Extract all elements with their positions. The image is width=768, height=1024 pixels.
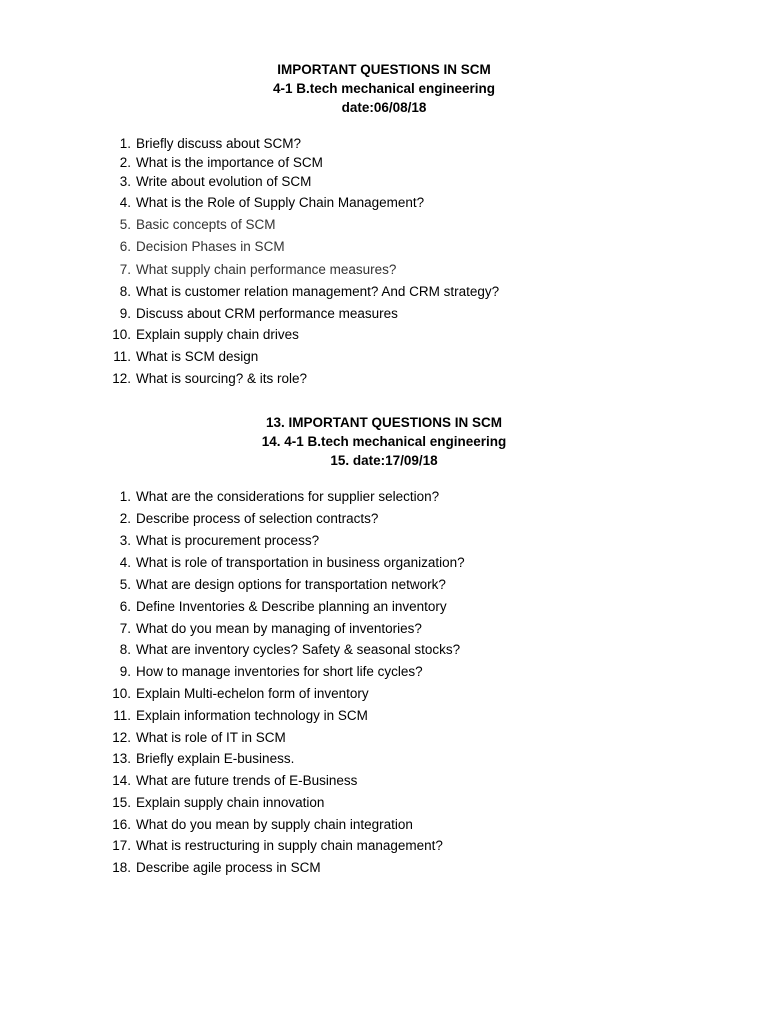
question-text: Write about evolution of SCM — [136, 174, 312, 189]
question-item — [0, 369, 768, 389]
section2-heading — [0, 413, 768, 470]
heading-date: date:06/08/18 — [341, 100, 427, 115]
question-text: What supply chain performance measures? — [136, 262, 397, 277]
question-text: What is the importance of SCM — [136, 155, 323, 170]
question-text: Decision Phases in SCM — [136, 239, 285, 254]
question-item — [0, 575, 768, 595]
question-number: 8. — [119, 284, 131, 299]
question-number: 8. — [119, 642, 131, 657]
question-number: 7. — [119, 262, 131, 277]
question-item — [0, 172, 768, 192]
question-item — [0, 509, 768, 529]
section1-heading — [0, 60, 768, 117]
question-text: Define Inventories & Describe planning an inventory — [136, 599, 447, 614]
question-item — [0, 684, 768, 704]
question-text: What is sourcing? & its role? — [136, 371, 308, 386]
question-number: 13. — [112, 751, 131, 766]
question-number: 10. — [112, 327, 131, 342]
question-item — [0, 597, 768, 617]
question-number: 9. — [119, 306, 131, 321]
question-item — [0, 487, 768, 507]
question-number: 14. — [112, 773, 131, 788]
question-number: 11. — [113, 708, 131, 723]
question-item — [0, 815, 768, 835]
question-text: Describe agile process in SCM — [136, 860, 321, 875]
question-text: What is role of transportation in business organization? — [136, 555, 465, 570]
question-text: How to manage inventories for short life cycles? — [136, 664, 423, 679]
question-item — [0, 553, 768, 573]
question-number: 10. — [112, 686, 131, 701]
question-item — [0, 706, 768, 726]
question-item — [0, 771, 768, 791]
question-number: 3. — [119, 533, 131, 548]
question-text: What is customer relation management? And CRM strategy? — [136, 284, 500, 299]
question-number: 5. — [119, 217, 131, 232]
question-item — [0, 153, 768, 173]
question-item — [0, 325, 768, 345]
question-text: Explain information technology in SCM — [136, 708, 368, 723]
heading-title: 13. IMPORTANT QUESTIONS IN SCM — [265, 415, 503, 430]
heading-title: IMPORTANT QUESTIONS IN SCM — [277, 62, 491, 77]
question-number: 17. — [112, 838, 131, 853]
question-number: 1. — [119, 489, 131, 504]
question-number: 7. — [119, 621, 131, 636]
question-item — [0, 282, 768, 302]
question-item — [0, 260, 768, 280]
heading-course: 14. 4-1 B.tech mechanical engineering — [261, 434, 507, 449]
question-number: 6. — [119, 239, 131, 254]
question-number: 4. — [119, 195, 131, 210]
question-item — [0, 728, 768, 748]
question-item — [0, 749, 768, 769]
question-number: 12. — [112, 371, 131, 386]
question-number: 12. — [112, 730, 131, 745]
question-text: Describe process of selection contracts? — [136, 511, 379, 526]
question-item — [0, 215, 768, 235]
question-text: What is procurement process? — [136, 533, 320, 548]
question-number: 15. — [112, 795, 131, 810]
question-item — [0, 640, 768, 660]
question-item — [0, 531, 768, 551]
question-item — [0, 793, 768, 813]
question-text: Explain Multi-echelon form of inventory — [136, 686, 369, 701]
question-text: What is role of IT in SCM — [136, 730, 286, 745]
question-text: What do you mean by supply chain integration — [136, 817, 413, 832]
question-item — [0, 134, 768, 154]
question-text: What are future trends of E-Business — [136, 773, 358, 788]
question-number: 16. — [112, 817, 131, 832]
question-item — [0, 237, 768, 257]
question-text: What is SCM design — [136, 349, 259, 364]
question-text: Basic concepts of SCM — [136, 217, 276, 232]
question-item — [0, 304, 768, 324]
question-text: Discuss about CRM performance measures — [136, 306, 398, 321]
question-number: 9. — [119, 664, 131, 679]
heading-date: 15. date:17/09/18 — [330, 453, 438, 468]
heading-course: 4-1 B.tech mechanical engineering — [272, 81, 496, 96]
question-number: 1. — [119, 136, 131, 151]
question-item — [0, 836, 768, 856]
question-text: What are inventory cycles? Safety & seasonal stocks? — [136, 642, 461, 657]
question-item — [0, 347, 768, 367]
question-number: 2. — [119, 155, 131, 170]
question-item — [0, 193, 768, 213]
question-number: 11. — [113, 349, 131, 364]
question-text: Briefly discuss about SCM? — [136, 136, 302, 151]
question-text: What do you mean by managing of inventories? — [136, 621, 422, 636]
question-text: What are the considerations for supplier selection? — [136, 489, 440, 504]
question-text: What is the Role of Supply Chain Management? — [136, 195, 425, 210]
question-number: 5. — [119, 577, 131, 592]
question-item — [0, 619, 768, 639]
question-item — [0, 858, 768, 878]
question-item — [0, 662, 768, 682]
question-text: Explain supply chain drives — [136, 327, 299, 342]
question-number: 3. — [119, 174, 131, 189]
question-text: What are design options for transportation network? — [136, 577, 446, 592]
question-text: Explain supply chain innovation — [136, 795, 325, 810]
question-text: Briefly explain E-business. — [136, 751, 295, 766]
question-number: 4. — [119, 555, 131, 570]
question-number: 6. — [119, 599, 131, 614]
question-number: 18. — [112, 860, 131, 875]
question-number: 2. — [119, 511, 131, 526]
question-text: What is restructuring in supply chain management? — [136, 838, 443, 853]
